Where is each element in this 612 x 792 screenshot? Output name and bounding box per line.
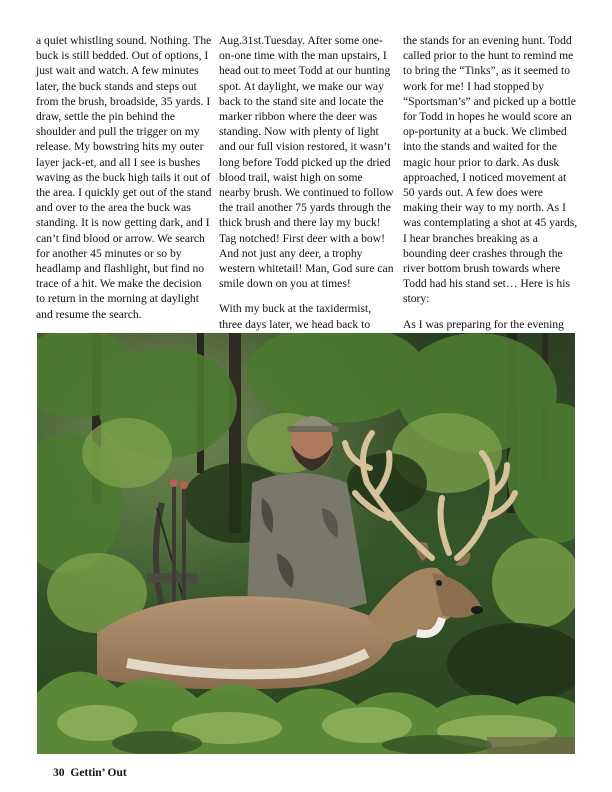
article-paragraph: the stands for an evening hunt. Todd called prior to the hunt to remind me to bring the “Tinks”, as it seemed to work for me! I had stopped by “Sportsman’s” and picked up a bottle for Todd in hopes he would score an op-portunity at a buck. We climbed into the stands and waited for the magic hour prior to dark. As dusk approached, I noticed movement at 50 yards out. A few does were making their way to my north. As I was contemplating a shot at 45 yards, I hear branches breaking as a bounding deer crashes through the river bottom brush towards where Todd had his stand set… Here is his story:	[403, 34, 578, 306]
page-number: 30	[53, 767, 65, 779]
page-footer	[53, 766, 127, 780]
article-paragraph: a quiet whistling sound. Nothing. The buck is still bedded. Out of options, I just wait and watch. A few minutes later, the buck stands and steps out from the brush, broadside, 35 yards. I draw, settle the pin behind the shoulder and pull the trigger on my release. My bowstring hits my outer layer jack-et, and all I see is bushes waving as the buck high tails it out of the area. I quickly get out of the stand and over to the area the buck was standing. It is now getting dark, and I can’t find blood or arrow. We search for another 45 minutes or so by headlamp and flashlight, but find no trace of a hit. We make the decision to return in the morning at daylight and resume the search.	[36, 34, 212, 321]
article-paragraph: As I was preparing for the evening	[403, 317, 564, 331]
article-column-3	[403, 33, 579, 342]
article-column-2	[219, 33, 395, 342]
article-paragraph: With my buck at the taxidermist, three days later, we head back to	[219, 302, 372, 331]
hunter-with-buck-photo	[37, 333, 575, 754]
article-paragraph: Aug.31st.Tuesday. After some one-on-one time with the man upstairs, I head out to meet Todd at our hunting spot. At daylight, we make our way back to the stand site and locate the marker ribbon where the deer was standing. Now with plenty of light and our full vision restored, it wasn’t long before Todd picked up the dried blood trail, waist high on some nearby brush. We continued to follow the trail another 75 yards through the thick brush and there lay my buck! Tag notched! First deer with a bow! And not just any deer, a trophy western whitetail! Man, God sure can smile down on you at times!	[219, 34, 394, 291]
photo-illustration	[37, 333, 575, 754]
article-column-1	[36, 33, 212, 332]
publication-name: Gettin’ Out	[70, 767, 127, 779]
